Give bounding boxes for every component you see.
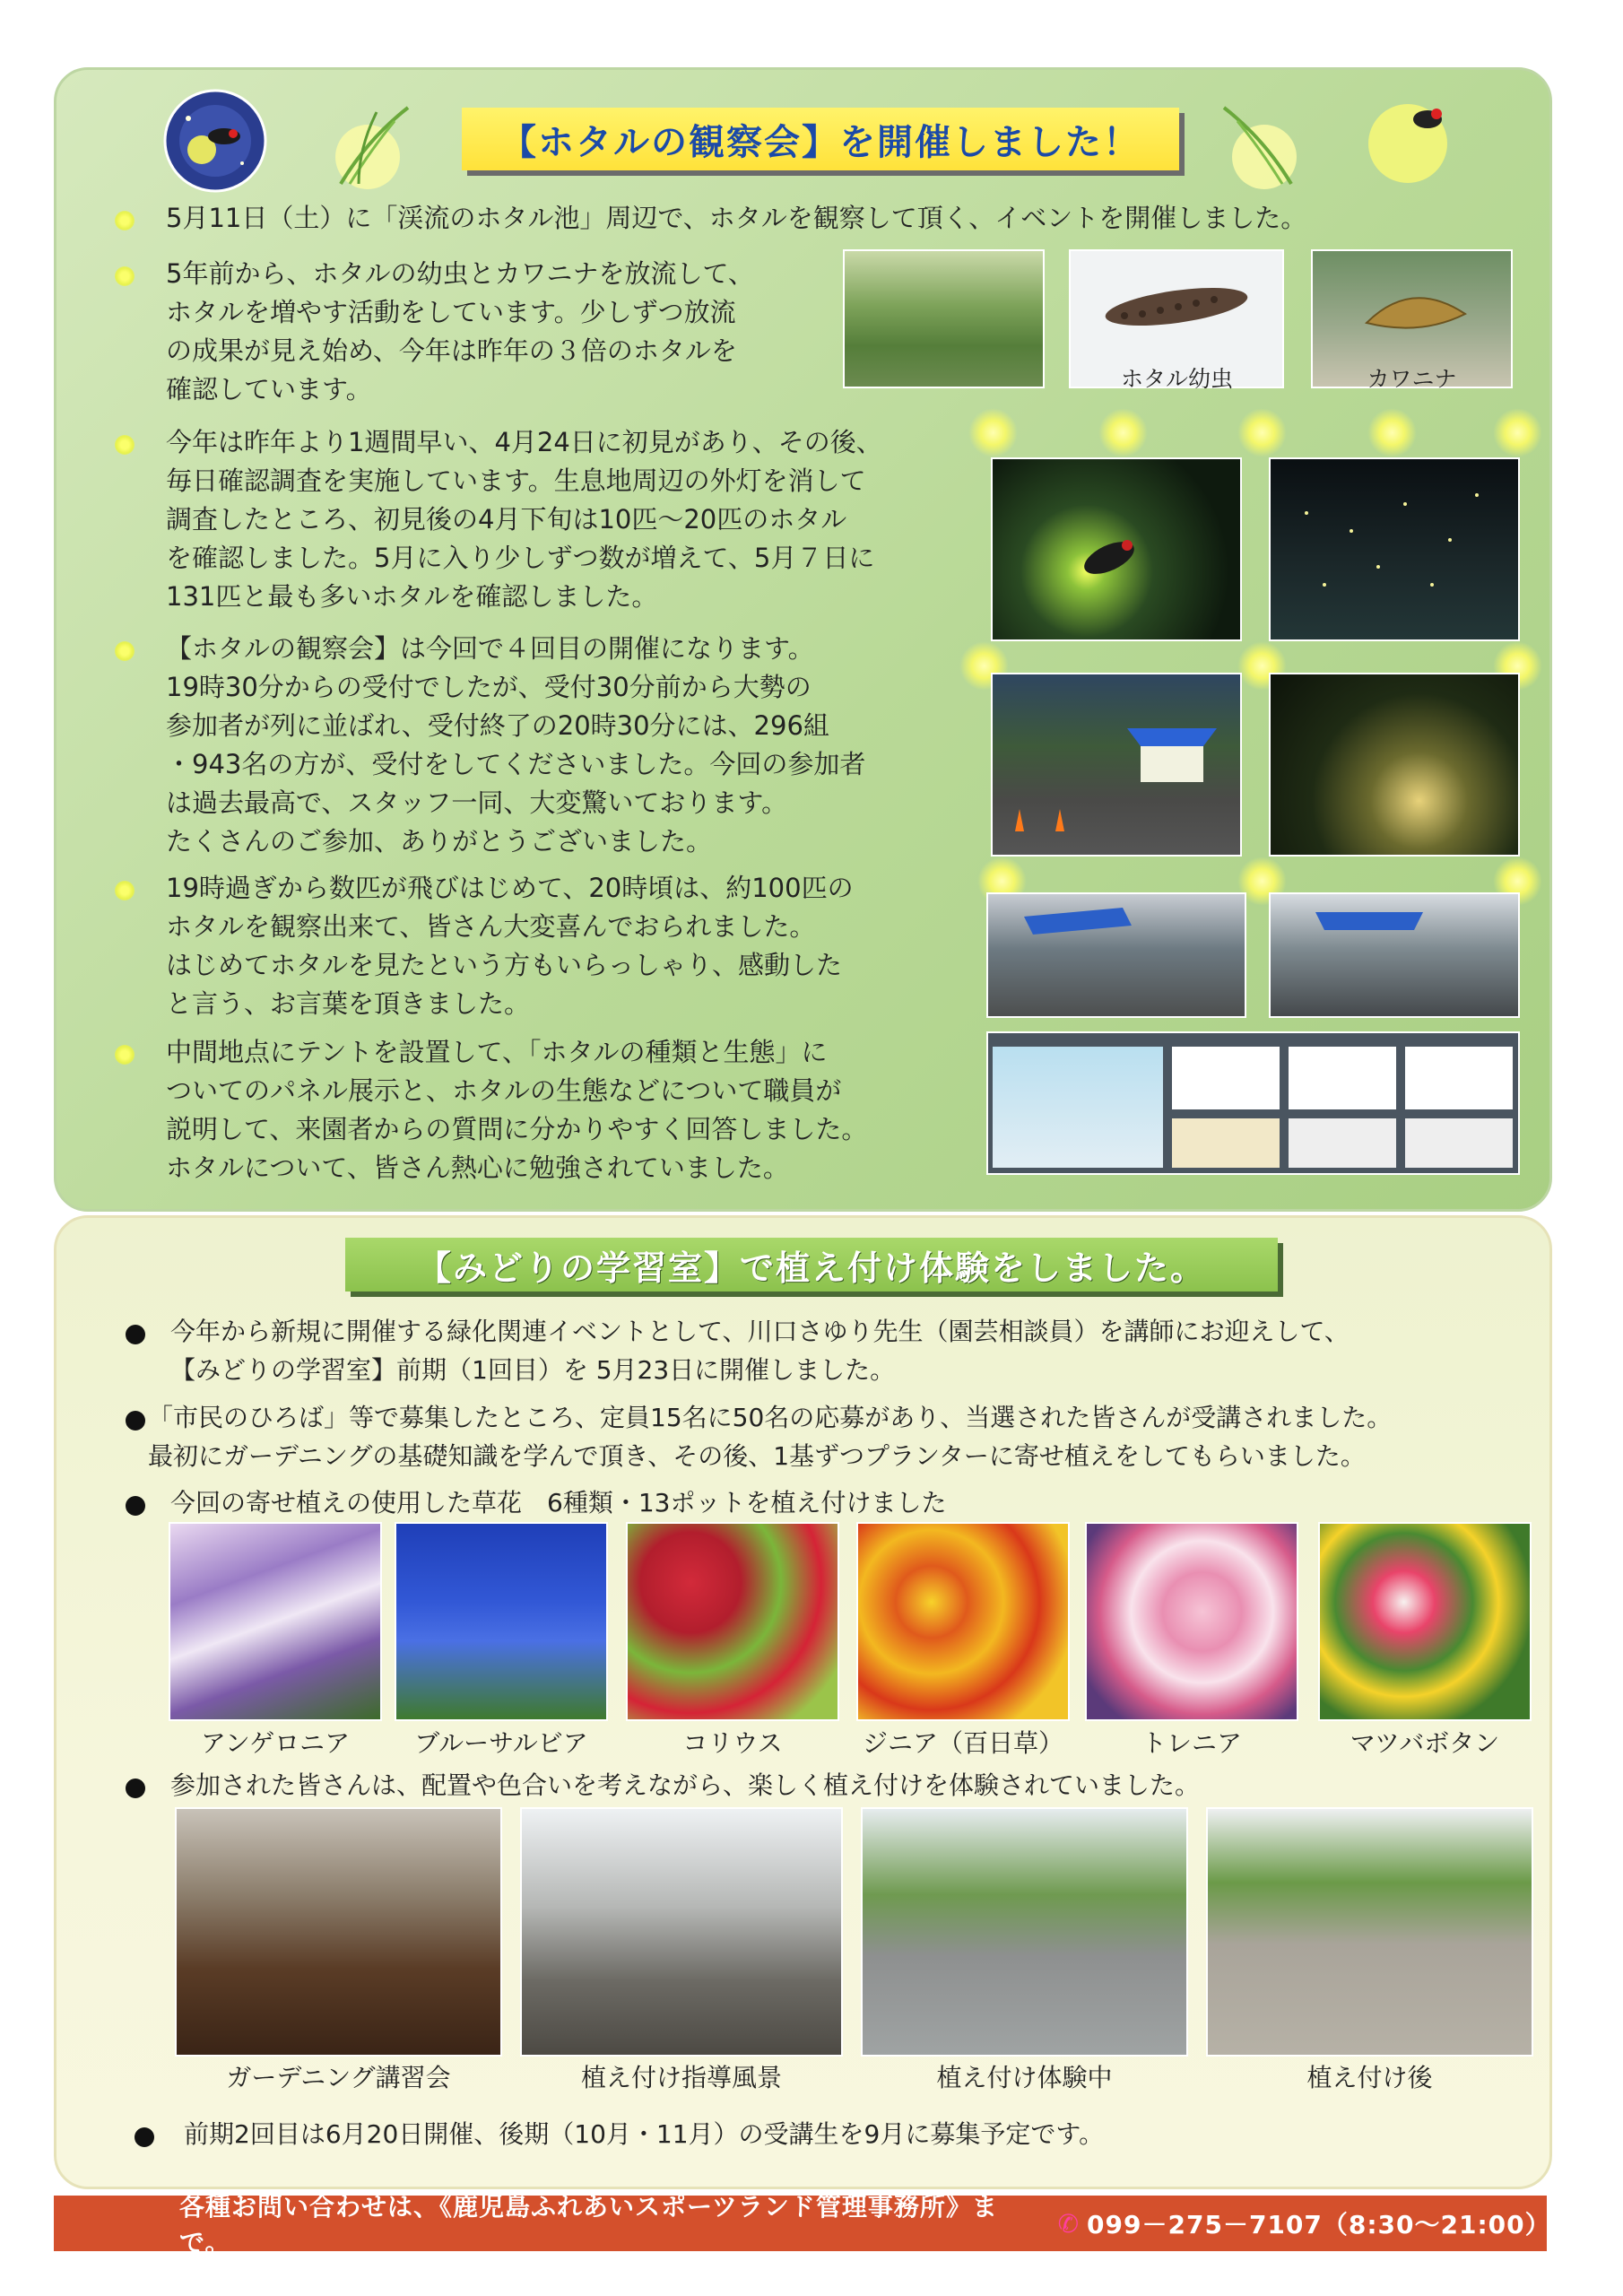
midori-paragraph-2: 「市民のひろば」等で募集したところ、定員15名に50名の応募があり、当選された皆さんが受講されました。 最初にガーデニングの基礎知識を学んで頂き、その後、1基ずつプランターに寄せ植えをしてもらいました。 <box>148 1403 1393 1471</box>
reception-tent-photo <box>991 673 1242 857</box>
flower-photo-angelonia <box>169 1522 382 1721</box>
snail-caption: カワニナ <box>1367 366 1457 392</box>
firefly-glow-icon <box>1237 408 1287 457</box>
bullet-icon <box>126 1496 145 1516</box>
footer-phone: 099－275－7107（8:30～21:00） <box>1087 2210 1551 2239</box>
activity-caption: 植え付け指導風景 <box>580 2063 782 2092</box>
flower-caption: トレニア <box>1141 1728 1242 1758</box>
bullet-icon <box>126 1779 145 1798</box>
firefly-night-stream-photo <box>1269 457 1520 641</box>
visitors-tent-photo <box>1269 892 1520 1018</box>
bullet-icon <box>135 2127 154 2147</box>
bullet-icon <box>126 1325 145 1344</box>
firefly-paragraph-3: 今年は昨年より1週間早い、4月24日に初見があり、その後、 毎日確認調査を実施しています。生息地周辺の外灯を消して 調査したところ、初見後の4月下旬は10匹～20匹のホタル を確認しました。5月に入り少しずつ数が増えて、5月７日に 131匹と最も多いホタルを確認しました。 <box>166 427 882 612</box>
bullet-icon <box>115 1045 135 1065</box>
flower-caption: ブルーサルビア <box>414 1728 588 1758</box>
bullet-icon <box>115 641 135 661</box>
bullet-icon <box>115 881 135 900</box>
pond-photo <box>843 249 1045 388</box>
flower-photo-portulaca <box>1318 1522 1532 1721</box>
footer-text: 各種お問い合わせは、《鹿児島ふれあいスポーツランド管理事務所》まで。 <box>179 2192 998 2257</box>
firefly-glow-icon <box>1493 408 1542 457</box>
flower-caption: アンゲロニア <box>200 1728 351 1758</box>
flower-photo-blue-salvia <box>395 1522 608 1721</box>
bullet-icon <box>115 435 135 455</box>
midori-paragraph-3: 今回の寄せ植えの使用した草花 6種類・13ポットを植え付けました <box>170 1488 947 1518</box>
firefly-closeup-photo <box>991 457 1242 641</box>
exhibit-panels-photo <box>986 1031 1520 1175</box>
activity-caption: ガーデニング講習会 <box>226 2063 451 2092</box>
midori-title: 【みどりの学習室】で植え付け体験をしました。 <box>345 1238 1278 1292</box>
firefly-glow-icon <box>1098 408 1148 457</box>
firefly-paragraph-5: 19時過ぎから数匹が飛びはじめて、20時頃は、約100匹の ホタルを観察出来て、皆さん大変喜んでおられました。 はじめてホタルを見たという方もいらっしゃり、感動した と言う、お言葉を頂きました。 <box>166 873 854 1019</box>
phone-icon: ✆ <box>1057 2208 1081 2239</box>
firefly-glow-icon <box>1367 408 1417 457</box>
flower-photo-zinnia <box>856 1522 1070 1721</box>
larva-caption: ホタル幼虫 <box>1120 366 1233 392</box>
firefly-glow-icon <box>968 408 1018 457</box>
flower-caption: コリウス <box>682 1728 783 1758</box>
activity-caption: 植え付け後 <box>1306 2063 1433 2092</box>
activity-photo-after <box>1206 1807 1533 2057</box>
firefly-paragraph-6: 中間地点にテントを設置して、「ホタルの種類と生態」に ついてのパネル展示と、ホタルの生態などについて職員が 説明して、来園者からの質問に分かりやすく回答しました。 ホタルについて、皆さん熱心に勉強されていました。 <box>166 1037 868 1183</box>
flower-caption: マツバボタン <box>1350 1728 1500 1758</box>
grass-glow-right-icon <box>1211 94 1309 193</box>
firefly-paragraph-4: 【ホタルの観察会】は今回で４回目の開催になります。 19時30分からの受付でしたが、受付30分前から大勢の 参加者が列に並ばれ、受付終了の20時30分には、296組 ・943名の方が、受付をしてくださいました。今回の参加者 は過去最高で、スタッフ一同、大変驚いております。 たくさんのご参加、ありがとうございました。 <box>166 633 866 857</box>
firefly-glow-icon <box>1363 85 1471 193</box>
activity-photo-lecture <box>175 1807 502 2057</box>
bullet-icon <box>115 266 135 286</box>
night-trees-photo <box>1269 673 1520 857</box>
firefly-title: 【ホタルの観察会】を開催しました！ <box>462 108 1179 170</box>
bullet-icon <box>126 1411 145 1431</box>
bullet-icon <box>115 211 135 230</box>
activity-caption: 植え付け体験中 <box>936 2063 1113 2092</box>
midori-paragraph-4: 参加された皆さんは、配置や色合いを考えながら、楽しく植え付けを体験されていました。 <box>170 1770 1201 1800</box>
flower-photo-coleus <box>626 1522 839 1721</box>
midori-paragraph-1: 今年から新規に開催する緑化関連イベントとして、川口さゆり先生（園芸相談員）を講師にお迎えして、 【みどりの学習室】前期（1回目）を 5月23日に開催しました。 <box>170 1317 1350 1385</box>
grass-glow-left-icon <box>323 94 421 193</box>
midori-paragraph-5: 前期2回目は6月20日開催、後期（10月・11月）の受講生を9月に募集予定です。 <box>184 2119 1105 2149</box>
firefly-paragraph-2: 5年前から、ホタルの幼虫とカワニナを放流して、 ホタルを増やす活動をしています。少しずつ放流 の成果が見え始め、今年は昨年の３倍のホタルを 確認しています。 <box>166 258 754 404</box>
activity-photo-guidance <box>520 1807 843 2057</box>
firefly-moon-icon <box>161 87 269 195</box>
flower-caption: ジニア（百日草） <box>862 1728 1063 1758</box>
contact-footer <box>54 2192 1551 2257</box>
activity-photo-planting <box>861 1807 1188 2057</box>
firefly-paragraph-1: 5月11日（土）に「渓流のホタル池」周辺で、ホタルを観察して頂く、イベントを開催しました。 <box>166 203 1307 233</box>
panel-tent-photo <box>986 892 1246 1018</box>
flower-photo-torenia <box>1085 1522 1298 1721</box>
